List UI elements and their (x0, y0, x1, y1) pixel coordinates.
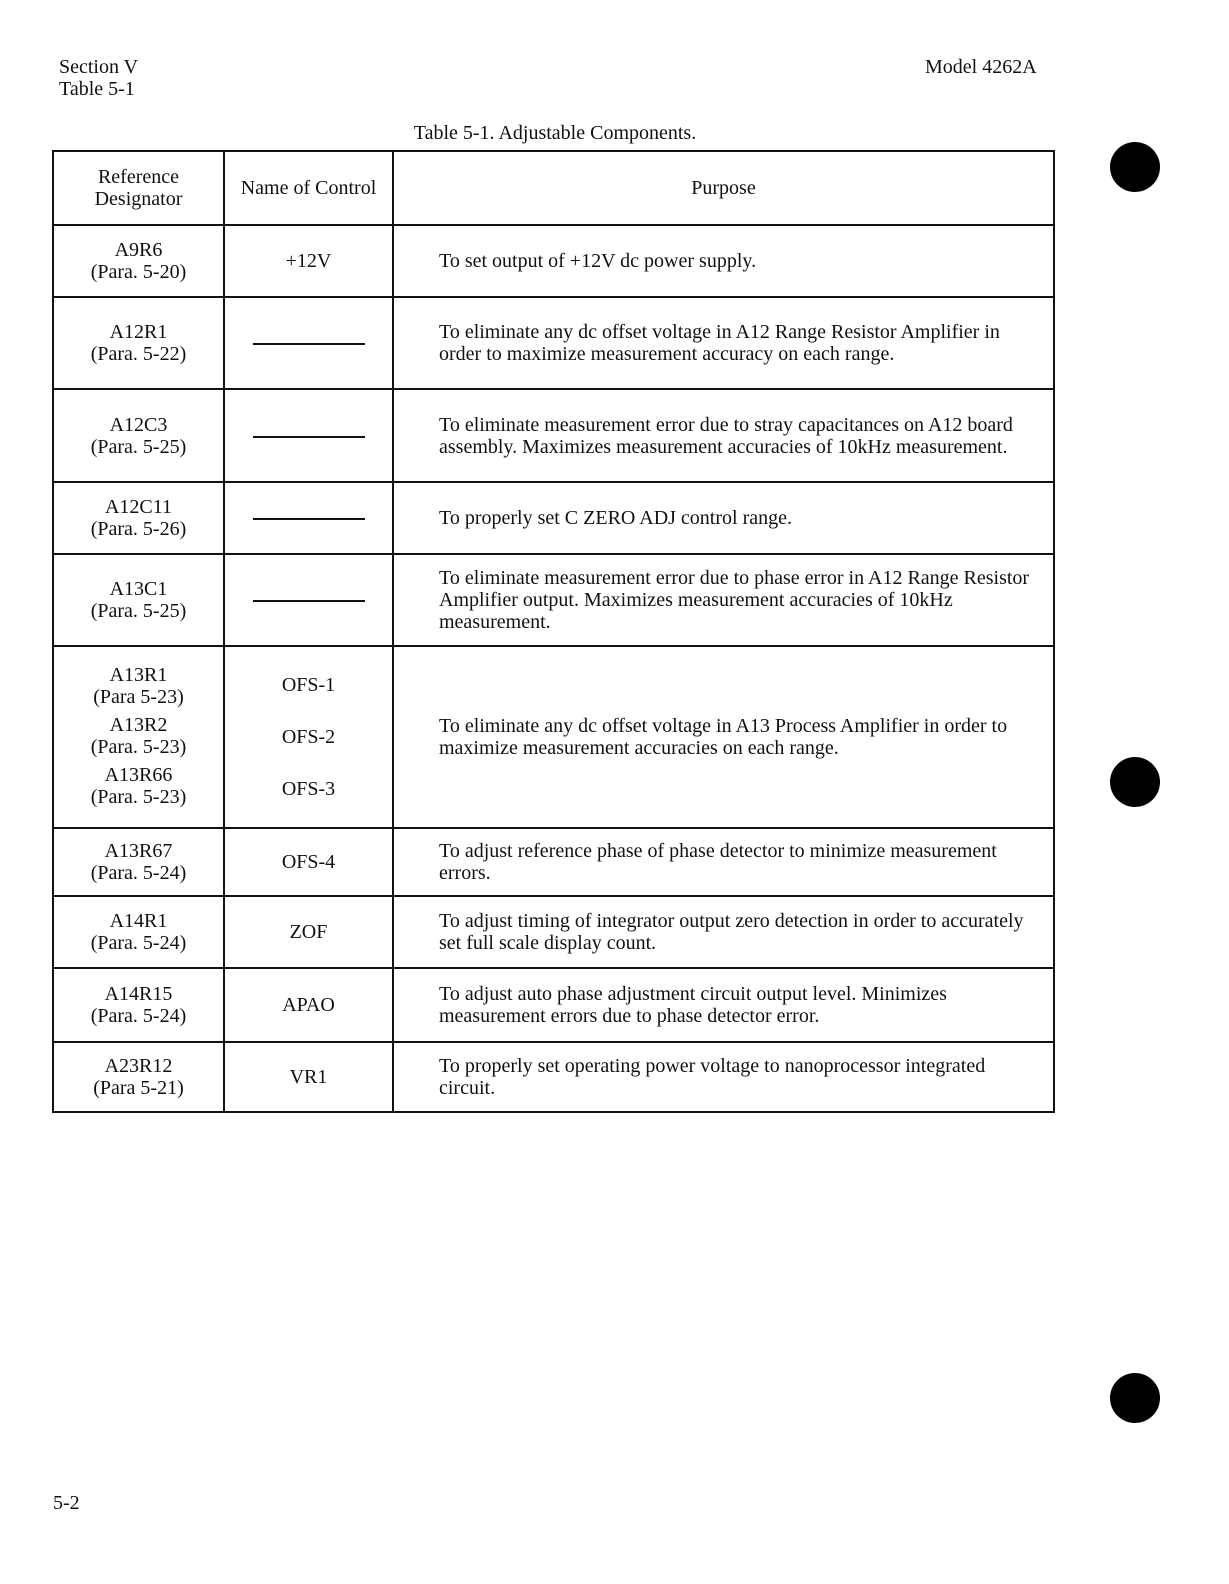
reference-cell (53, 389, 224, 482)
binder-hole-mark (1110, 1373, 1160, 1423)
control-cell (224, 554, 393, 646)
paragraph-reference: (Para. 5-23) (90, 736, 187, 758)
reference-designator: A13C1 (109, 578, 168, 600)
control-cell (224, 389, 393, 482)
table-reference: Table 5-1 (59, 78, 135, 100)
purpose-cell: To adjust auto phase adjustment circuit output level. Minimizes measurement errors due to phase detector error. (393, 968, 1054, 1042)
control-name: OFS-1 (281, 674, 336, 696)
table-row (53, 389, 1054, 482)
no-control-dash (253, 343, 365, 345)
reference-designator: A14R1 (109, 910, 168, 932)
model-label: Model 4262A (925, 56, 1037, 78)
reference-designator: A9R6 (114, 239, 163, 261)
control-cell: +12V (224, 225, 393, 297)
table-row (53, 896, 1054, 968)
reference-group (60, 664, 217, 708)
reference-cell (53, 297, 224, 389)
control-cell: ZOF (224, 896, 393, 968)
column-header-purpose: Purpose (393, 151, 1054, 225)
page-number: 5-2 (53, 1492, 80, 1514)
control-cell (224, 646, 393, 828)
paragraph-reference: (Para. 5-23) (90, 786, 187, 808)
control-cell: APAO (224, 968, 393, 1042)
table-row (53, 297, 1054, 389)
adjustable-components-table (52, 150, 1055, 1113)
reference-designator: A12R1 (109, 321, 168, 343)
reference-designator: A14R15 (104, 983, 173, 1005)
reference-group (60, 764, 217, 808)
reference-cell (53, 482, 224, 554)
control-cell: OFS-4 (224, 828, 393, 896)
paragraph-reference: (Para. 5-25) (90, 600, 187, 622)
paragraph-reference: (Para. 5-22) (90, 343, 187, 365)
section-label: Section V (59, 56, 139, 78)
no-control-dash (253, 518, 365, 520)
purpose-cell: To properly set operating power voltage to nanoprocessor integrated circuit. (393, 1042, 1054, 1112)
binder-hole-mark (1110, 757, 1160, 807)
table-row (53, 828, 1054, 896)
paragraph-reference: (Para. 5-20) (90, 261, 187, 283)
reference-designator: A12C11 (104, 496, 173, 518)
no-control-dash (253, 436, 365, 438)
purpose-cell: To adjust timing of integrator output zero detection in order to accurately set full scale display count. (393, 896, 1054, 968)
paragraph-reference: (Para. 5-24) (90, 932, 187, 954)
table-header-row (53, 151, 1054, 225)
paragraph-reference: (Para. 5-26) (90, 518, 187, 540)
purpose-cell: To set output of +12V dc power supply. (393, 225, 1054, 297)
table-title: Table 5-1. Adjustable Components. (413, 122, 697, 144)
control-cell: VR1 (224, 1042, 393, 1112)
reference-designator: A13R66 (104, 764, 173, 786)
control-cell (224, 482, 393, 554)
paragraph-reference: (Para 5-21) (93, 1077, 184, 1099)
paragraph-reference: (Para 5-23) (93, 686, 184, 708)
control-cell (224, 297, 393, 389)
reference-cell (53, 225, 224, 297)
purpose-cell: To eliminate measurement error due to stray capacitances on A12 board assembly. Maximizes measurement accuracies of 10kHz measurement. (393, 389, 1054, 482)
reference-designator: A12C3 (109, 413, 168, 436)
table-row (53, 225, 1054, 297)
binder-hole-mark (1110, 142, 1160, 192)
column-header-control: Name of Control (224, 151, 393, 225)
table-row (53, 646, 1054, 828)
reference-cell (53, 968, 224, 1042)
no-control-dash (253, 600, 365, 602)
table-row (53, 482, 1054, 554)
column-header-reference: Reference Designator (53, 151, 224, 225)
page-header-left (59, 56, 138, 100)
reference-designator: A13R1 (109, 664, 168, 686)
paragraph-reference: (Para. 5-25) (90, 435, 187, 458)
control-name: OFS-3 (281, 778, 336, 800)
paragraph-reference: (Para. 5-24) (90, 862, 187, 884)
control-name: OFS-2 (281, 726, 336, 748)
reference-designator: A13R2 (109, 714, 168, 736)
reference-cell (53, 554, 224, 646)
reference-designator: A13R67 (104, 840, 173, 862)
table-row (53, 554, 1054, 646)
purpose-cell: To properly set C ZERO ADJ control range. (393, 482, 1054, 554)
paragraph-reference: (Para. 5-24) (90, 1005, 187, 1027)
reference-designator: A23R12 (104, 1055, 173, 1077)
purpose-cell: To eliminate any dc offset voltage in A13 Process Amplifier in order to maximize measurement accuracies on each range. (393, 646, 1054, 828)
purpose-cell: To eliminate measurement error due to phase error in A12 Range Resistor Amplifier output. Maximizes measurement accuracies of 10kHz measurement. (393, 554, 1054, 646)
reference-cell (53, 896, 224, 968)
reference-cell (53, 646, 224, 828)
table-row (53, 1042, 1054, 1112)
reference-group (60, 714, 217, 758)
purpose-cell: To adjust reference phase of phase detector to minimize measurement errors. (393, 828, 1054, 896)
reference-cell (53, 828, 224, 896)
purpose-cell: To eliminate any dc offset voltage in A12 Range Resistor Amplifier in order to maximize measurement accuracy on each range. (393, 297, 1054, 389)
reference-cell (53, 1042, 224, 1112)
table-row (53, 968, 1054, 1042)
